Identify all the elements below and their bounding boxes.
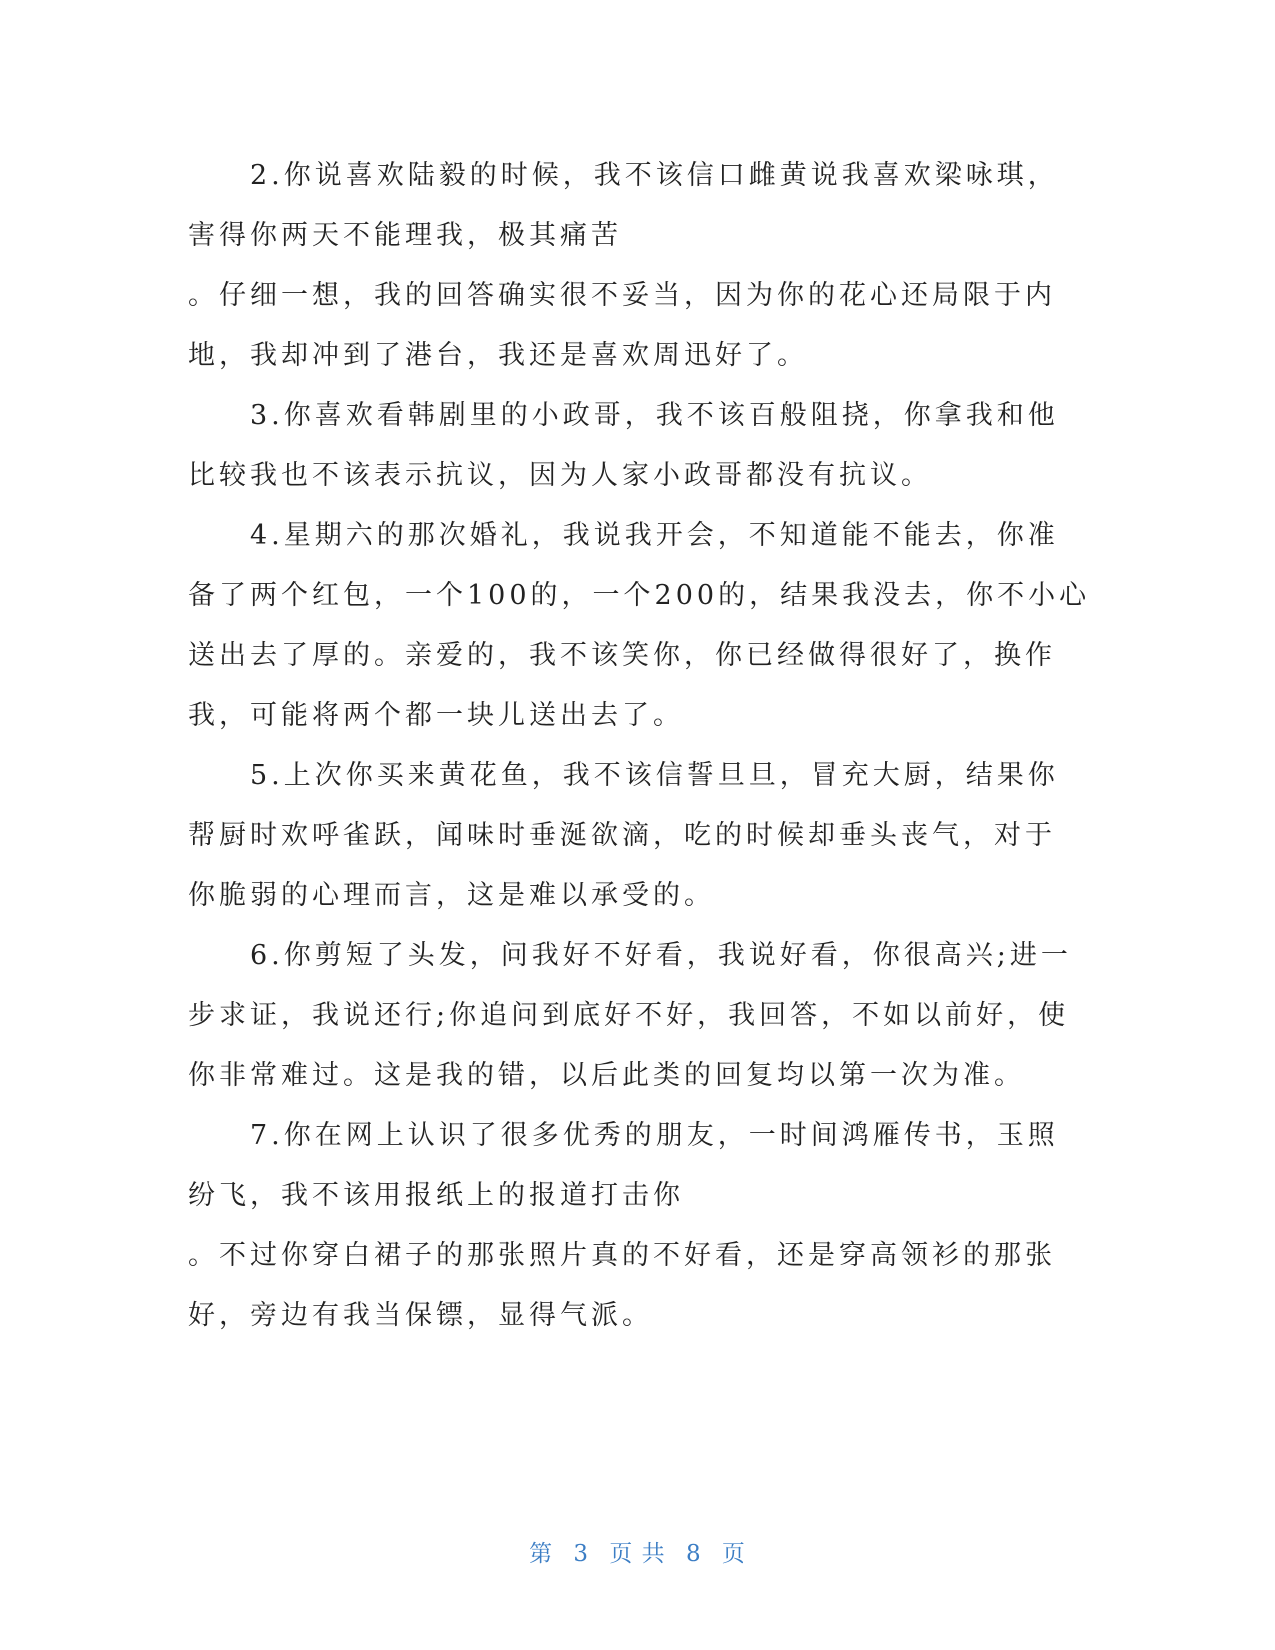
paragraph-7b-line-2: 好，旁边有我当保镖，显得气派。 xyxy=(188,1300,653,1331)
paragraph-4-line-4: 我，可能将两个都一块儿送出去了。 xyxy=(188,700,684,731)
footer-total-pages: 8 xyxy=(685,1541,702,1567)
footer-middle: 页 共 xyxy=(609,1541,666,1567)
paragraph-3-line-2: 比较我也不该表示抗议，因为人家小政哥都没有抗议。 xyxy=(188,460,932,491)
paragraph-7-line-1: 7.你在网上认识了很多优秀的朋友，一时间鸿雁传书，玉照 xyxy=(250,1120,1059,1151)
paragraph-2b-line-1: 。仔细一想，我的回答确实很不妥当，因为你的花心还局限于内 xyxy=(188,280,1056,311)
paragraph-7b-line-1: 。不过你穿白裙子的那张照片真的不好看，还是穿高领衫的那张 xyxy=(188,1240,1056,1271)
paragraph-5-line-2: 帮厨时欢呼雀跃，闻味时垂涎欲滴，吃的时候却垂头丧气，对于 xyxy=(188,820,1056,851)
paragraph-5-line-3: 你脆弱的心理而言，这是难以承受的。 xyxy=(188,880,715,911)
paragraph-6-line-2: 步求证，我说还行;你追问到底好不好，我回答，不如以前好，使 xyxy=(188,1000,1070,1031)
paragraph-7-line-2: 纷飞，我不该用报纸上的报道打击你 xyxy=(188,1180,684,1211)
footer-current-page: 3 xyxy=(573,1541,590,1567)
paragraph-4-line-1: 4.星期六的那次婚礼，我说我开会，不知道能不能去，你准 xyxy=(250,520,1059,551)
paragraph-4-line-2: 备了两个红包，一个100的，一个200的，结果我没去，你不小心 xyxy=(188,580,1091,611)
paragraph-6-line-3: 你非常难过。这是我的错，以后此类的回复均以第一次为准。 xyxy=(188,1060,1025,1091)
paragraph-2b-line-2: 地，我却冲到了港台，我还是喜欢周迅好了。 xyxy=(188,340,808,371)
document-body xyxy=(188,146,1091,1346)
footer-suffix: 页 xyxy=(721,1541,746,1567)
page-number-footer xyxy=(0,1535,1275,1568)
paragraph-4-line-3: 送出去了厚的。亲爱的，我不该笑你，你已经做得很好了，换作 xyxy=(188,640,1056,671)
footer-prefix: 第 xyxy=(529,1541,554,1567)
paragraph-2-line-1: 2.你说喜欢陆毅的时候，我不该信口雌黄说我喜欢梁咏琪， xyxy=(250,160,1059,191)
paragraph-3-line-1: 3.你喜欢看韩剧里的小政哥，我不该百般阻挠，你拿我和他 xyxy=(250,400,1059,431)
paragraph-6-line-1: 6.你剪短了头发，问我好不好看，我说好看，你很高兴;进一 xyxy=(250,940,1072,971)
paragraph-5-line-1: 5.上次你买来黄花鱼，我不该信誓旦旦，冒充大厨，结果你 xyxy=(250,760,1059,791)
paragraph-2-line-2: 害得你两天不能理我，极其痛苦 xyxy=(188,220,622,251)
